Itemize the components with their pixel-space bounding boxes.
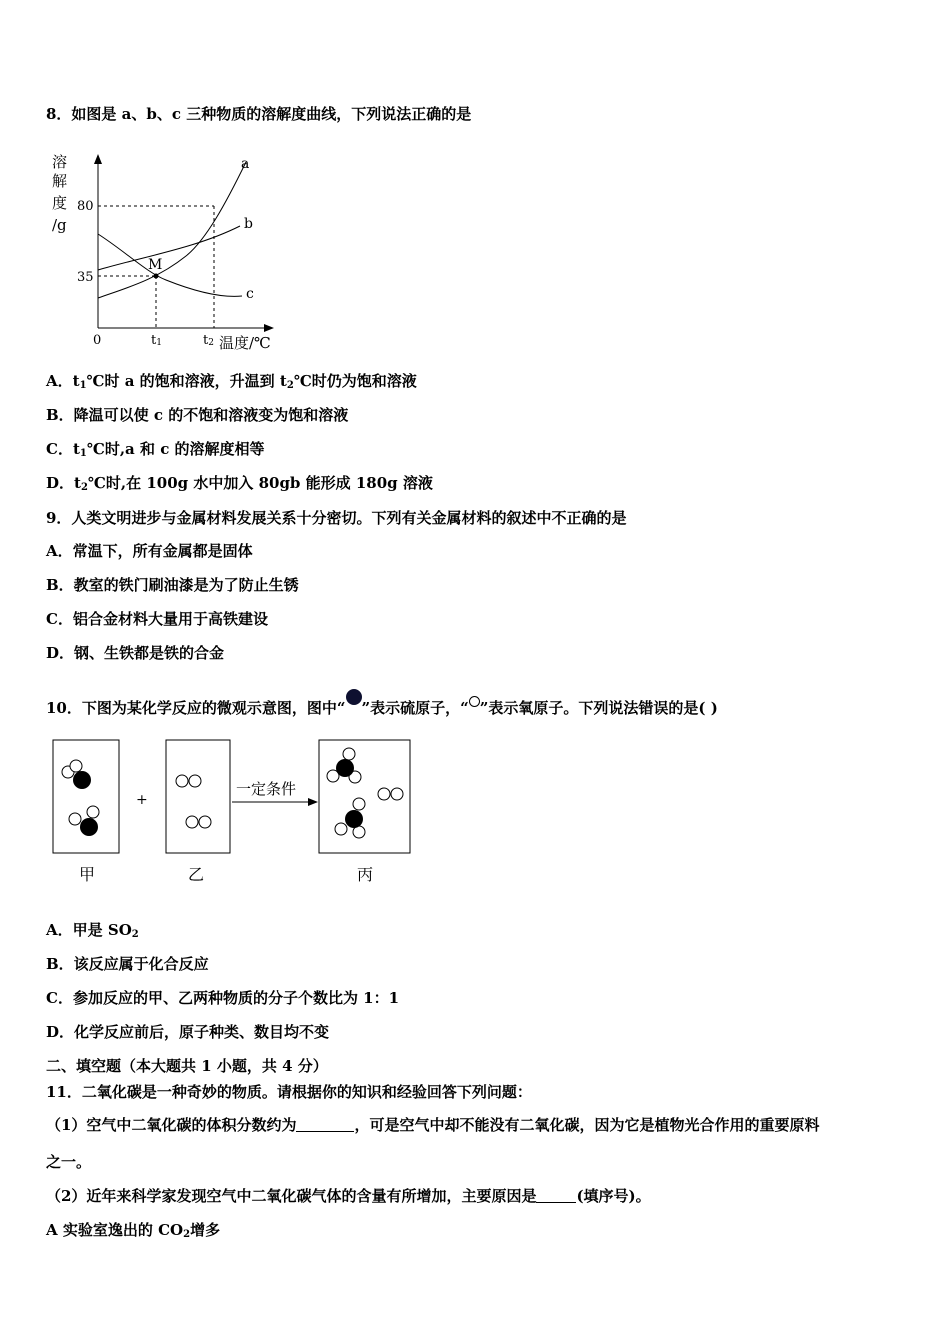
q11-part-1: （1）空气中二氧化碳的体积分数约为 ，可是空气中却不能没有二氧化碳，因为它是植物光合作用的重要原料 (46, 1116, 820, 1134)
so2-molecule-2 (69, 806, 99, 836)
reaction-arrowhead (308, 798, 318, 806)
curve-a (98, 162, 246, 298)
point-label-m: M (148, 257, 163, 273)
oxygen-atom-icon (469, 696, 480, 707)
so3-molecule-2 (335, 798, 365, 838)
q10-stem: 10．下图为某化学反应的微观示意图，图中“ ”表示硫原子，“ ”表示氧原子。下列说法错误的是( ) (46, 689, 718, 718)
label-jia: 甲 (79, 865, 96, 884)
q8-option-d: D．$t_2℃$时,在 100g 水中加入 80gb 能形成 180g 溶液 (46, 474, 433, 493)
x-tick-t1: t1 (151, 333, 162, 348)
curve-label-a: a (241, 156, 250, 172)
so2-molecule-1 (62, 760, 91, 789)
plus-sign: + (136, 792, 148, 808)
reaction-condition: 一定条件 (236, 780, 297, 798)
q11-stem: 11．二氧化碳是一种奇妙的物质。请根据你的知识和经验回答下列问题： (46, 1083, 532, 1101)
q10-option-d: D．化学反应前后，原子种类、数目均不变 (46, 1023, 330, 1041)
q9-stem: 9．人类文明进步与金属材料发展关系十分密切。下列有关金属材料的叙述中不正确的是 (46, 509, 627, 527)
q11-part-1-cont: 之一。 (46, 1153, 92, 1171)
q11-option-a: A 实验室逸出的 $CO_2$增多 (46, 1221, 221, 1240)
q9-option-b: B．教室的铁门刷油漆是为了防止生锈 (46, 576, 299, 594)
q8-stem: 8．如图是 a、b、c 三种物质的溶解度曲线，下列说法正确的是 (46, 105, 472, 123)
q10-option-c: C．参加反应的甲、乙两种物质的分子个数比为 1：1 (46, 989, 400, 1007)
label-yi: 乙 (188, 865, 205, 884)
so3-molecule-1 (327, 748, 361, 783)
q8-option-b: B．降温可以使 c 的不饱和溶液变为饱和溶液 (46, 406, 349, 424)
q9-option-d: D．钢、生铁都是铁的合金 (46, 644, 225, 662)
q11-blank-1[interactable] (296, 1117, 354, 1132)
q8-option-c: C．$t_1℃$时,a 和 c 的溶解度相等 (46, 440, 265, 459)
origin-label: 0 (93, 333, 102, 348)
curve-label-c: c (246, 286, 254, 302)
section-2-heading: 二、填空题（本大题共 1 小题，共 4 分） (46, 1057, 328, 1075)
label-bing: 丙 (357, 865, 374, 884)
ylabel-char-2: 解 (52, 172, 68, 190)
solubility-chart (46, 148, 286, 353)
q10-option-b: B．该反应属于化合反应 (46, 955, 209, 973)
q11-part-2: （2）近年来科学家发现空气中二氧化碳气体的含量有所增加，主要原因是 (填序号)。 (46, 1187, 651, 1205)
o2-molecule-2 (186, 816, 211, 828)
reaction-diagram (46, 732, 426, 892)
q9-option-c: C．铝合金材料大量用于高铁建设 (46, 610, 268, 628)
ylabel-char-4: /g (52, 216, 67, 234)
curve-label-b: b (244, 216, 253, 232)
point-m (154, 274, 159, 279)
x-axis-arrow (264, 324, 274, 332)
x-tick-t2: t2 (203, 333, 214, 348)
box-yi (166, 740, 230, 853)
y-tick-80: 80 (77, 199, 94, 214)
y-axis-arrow (94, 154, 102, 164)
curve-c (98, 234, 242, 296)
q10-option-a: A．甲是 $SO_2$ (46, 921, 139, 940)
q11-blank-2[interactable] (536, 1188, 576, 1203)
y-tick-35: 35 (77, 270, 94, 285)
ylabel-char-3: 度 (52, 194, 68, 212)
ylabel-char-1: 溶 (52, 153, 68, 171)
o2-molecule-1 (176, 775, 201, 787)
x-axis-label: 温度/℃ (219, 334, 271, 352)
box-jia (53, 740, 119, 853)
curve-b (98, 226, 240, 270)
o2-molecule-3 (378, 788, 403, 800)
sulfur-atom-icon (346, 689, 362, 705)
q9-option-a: A．常温下，所有金属都是固体 (46, 542, 253, 560)
q8-option-a: A．$t_1℃$时 a 的饱和溶液，升温到 $t_2℃$时仍为饱和溶液 (46, 372, 417, 391)
